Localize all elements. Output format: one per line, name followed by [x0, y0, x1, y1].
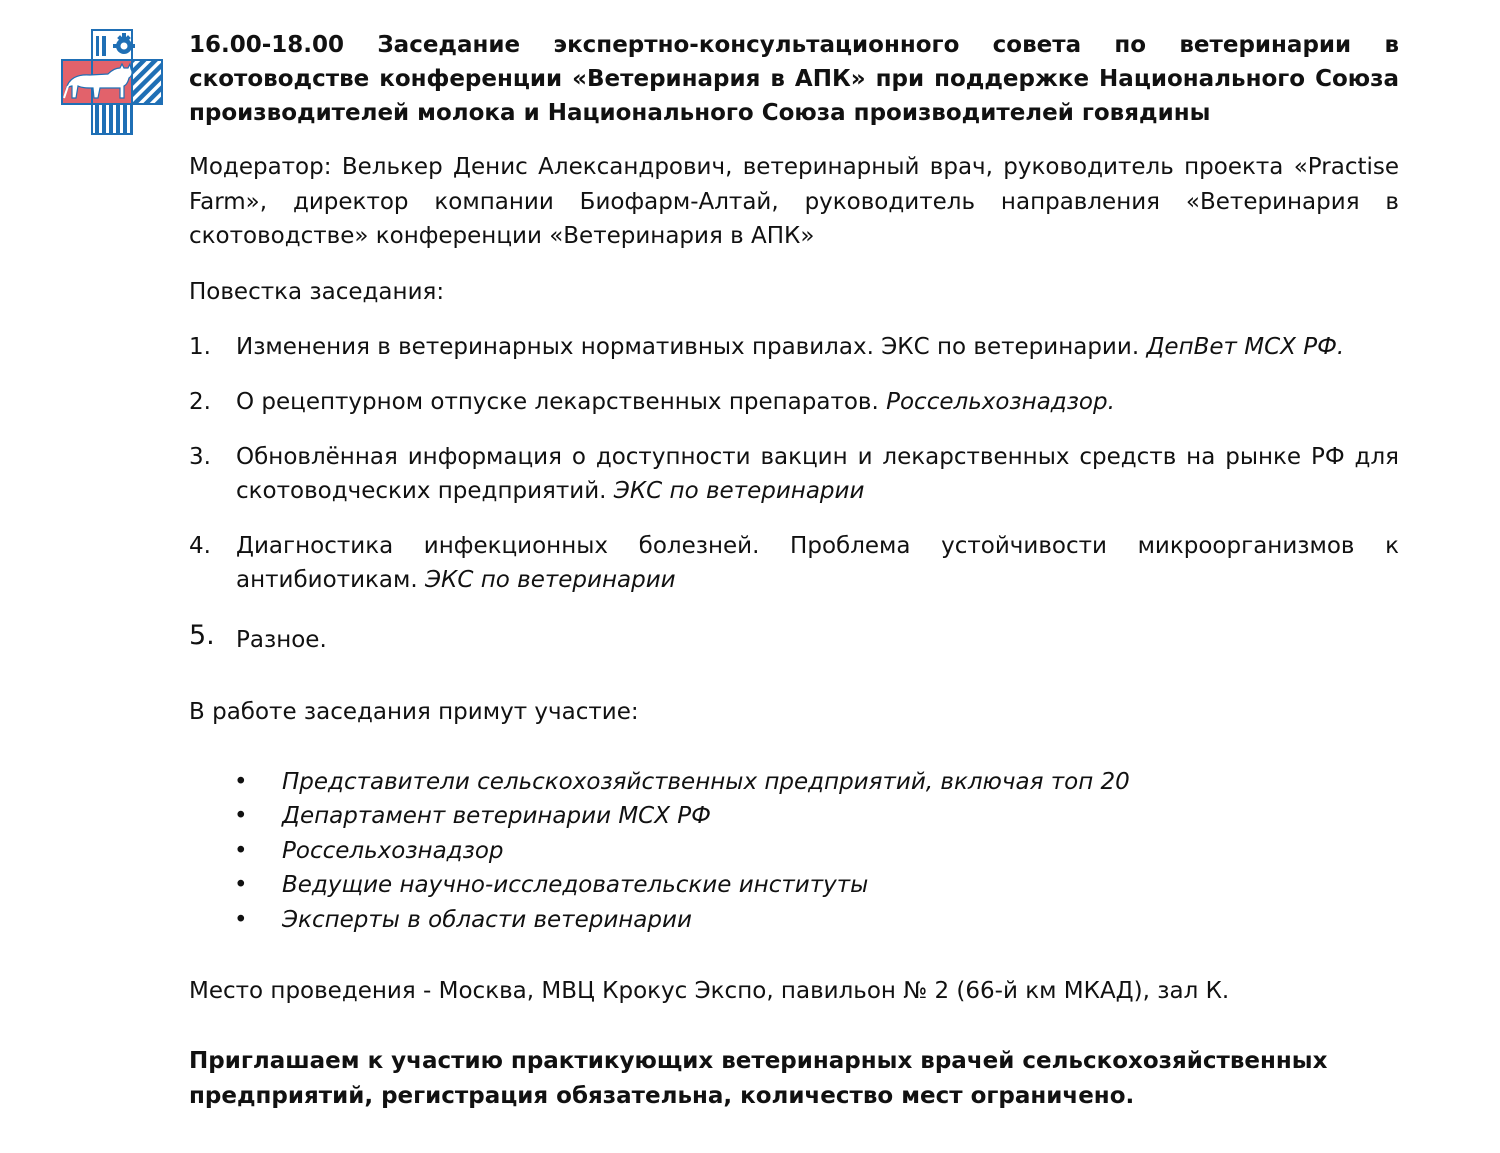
bullet-icon: • [234, 872, 248, 898]
agenda-item-source: Россельхознадзор. [886, 388, 1115, 415]
participant-item [189, 868, 1399, 903]
moderator-text: Велькер Денис Александрович, ветеринарный врач, руководитель проекта «Practise Farm», директор компании Биофарм-Алтай, руководитель направления «Ветеринария в скотоводстве» конференции «Ветеринария в АПК» [189, 154, 1400, 249]
participant-text: Департамент ветеринарии МСХ РФ [282, 803, 711, 829]
invitation-text: Приглашаем к участию практикующих ветеринарных врачей сельскохозяйственных предприятий, регистрация обязательна, количество мест ограничено. [189, 1048, 1328, 1109]
agenda-item-number: 5. [189, 619, 215, 651]
agenda-item-text: Обновлённая информация о доступности вакцин и лекарственных средств на рынке РФ для скотоводческих предприятий. [236, 443, 1399, 504]
moderator-label: Модератор: [189, 154, 332, 180]
agenda-item-text: Разное. [236, 626, 327, 653]
agenda-item [189, 619, 1399, 657]
participant-text: Ведущие научно-исследовательские институты [282, 872, 869, 898]
venue-text: Место проведения - Москва, МВЦ Крокус Экспо, павильон № 2 (66-й км МКАД), зал К. [189, 978, 1230, 1004]
participant-item [189, 765, 1399, 800]
participant-text: Эксперты в области ветеринарии [282, 906, 692, 933]
agenda-item-source: ЭКС по ветеринарии [425, 566, 676, 593]
agenda-item-number: 2. [189, 388, 211, 415]
moderator-paragraph [189, 150, 1399, 254]
agenda-item-number: 3. [189, 443, 211, 470]
agenda-item [189, 440, 1399, 508]
agenda-item-number: 4. [189, 532, 211, 559]
agenda-item-text: Диагностика инфекционных болезней. Проблема устойчивости микроорганизмов к антибиотикам. [236, 532, 1399, 593]
agenda-item-source: ДепВет МСХ РФ. [1146, 333, 1345, 360]
agenda-item-text: Изменения в ветеринарных нормативных правилах. ЭКС по ветеринарии. [236, 333, 1147, 360]
agenda-item-number: 1. [189, 333, 211, 360]
agenda-heading: Повестка заседания: [189, 278, 445, 305]
participant-item [189, 834, 1399, 869]
participant-item [189, 799, 1399, 834]
document-body [189, 28, 1399, 1113]
agenda-item [189, 529, 1399, 597]
agenda-item-source: ЭКС по ветеринарии [613, 477, 865, 504]
session-title: 16.00-18.00 Заседание экспертно-консультационного совета по ветеринарии в скотоводстве конференции «Ветеринария в АПК» при поддержке Национального Союза производителей молока и Национального Союза производителей говядины [189, 32, 1399, 126]
bullet-icon: • [234, 803, 248, 829]
participant-text: Россельхознадзор [282, 837, 504, 864]
participants-list [189, 765, 1399, 938]
bullet-icon: • [234, 906, 248, 933]
participant-text: Представители сельскохозяйственных предприятий, включая топ 20 [282, 768, 1130, 795]
veterinary-cross-cow-logo [60, 28, 164, 136]
agenda-item [189, 385, 1399, 419]
agenda-item [189, 330, 1399, 364]
agenda-list [189, 330, 1399, 657]
agenda-item-text: О рецептурном отпуске лекарственных препаратов. [236, 388, 887, 415]
participants-heading: В работе заседания примут участие: [189, 698, 639, 725]
bullet-icon: • [234, 837, 248, 864]
bullet-icon: • [234, 768, 248, 795]
participant-item [189, 903, 1399, 938]
